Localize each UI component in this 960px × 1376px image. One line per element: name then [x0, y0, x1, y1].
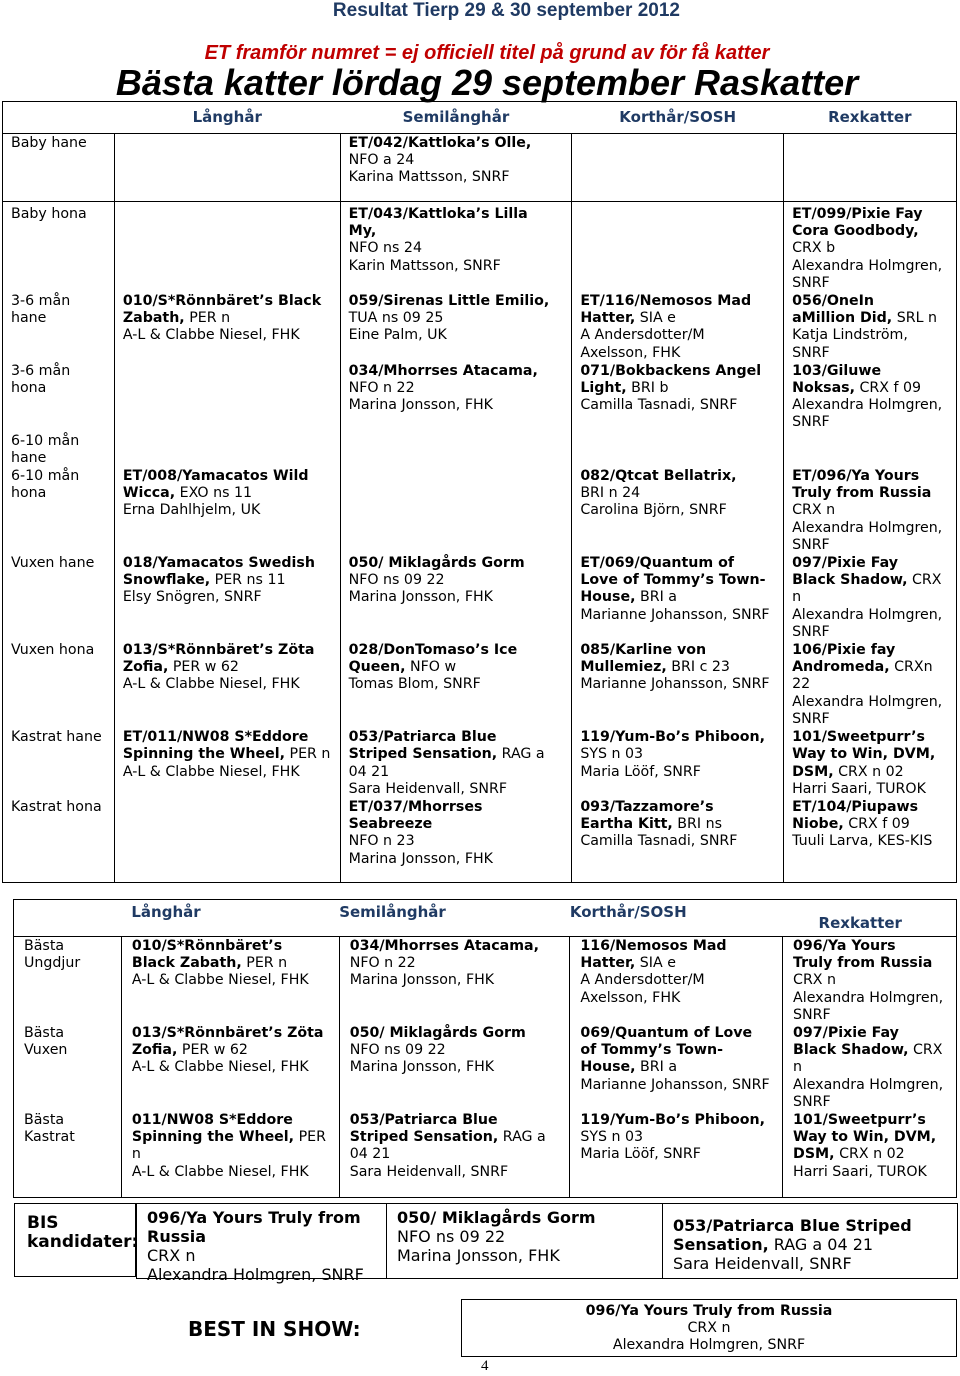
- entry-kort: 071/Bokbackens Angel Light, BRI b Camilla Tasnadi, SNRF: [572, 362, 784, 432]
- bis-candidate-2: 050/ Miklagårds Gorm NFO ns 09 22 Marina Jonsson, FHK: [387, 1204, 663, 1278]
- entry-rex: ET/104/Piupaws Niobe, CRX f 09 Tuuli Larva, KES-KIS: [792, 798, 933, 850]
- row-baby-hona: [3, 202, 957, 293]
- col-header-korthar: Korthår/SOSH: [572, 102, 784, 134]
- entry-lang: 013/S*Rönnbäret’s Zöta Zofia, PER w 62 A-L & Clabbe Niesel, FHK: [121, 1024, 339, 1111]
- entry-lang: ET/008/Yamacatos Wild Wicca, EXO ns 11 Erna Dahlhjelm, UK: [114, 467, 340, 554]
- row-kastrat-hona: [3, 798, 957, 883]
- entry-semi: ET/043/Kattloka’s Lilla My, NFO ns 24 Karin Mattsson, SNRF: [340, 202, 572, 293]
- bis-candidates: [136, 1203, 958, 1284]
- entry-kort: ET/069/Quantum of Love of Tommy’s Town- House, BRI a Marianne Johansson, SNRF: [572, 554, 784, 641]
- document-title: Resultat Tierp 29 & 30 september 2012: [332, 0, 680, 21]
- entry-lang: 011/NW08 S*Eddore Spinning the Wheel, PER n A-L & Clabbe Niesel, FHK: [121, 1111, 339, 1197]
- entry-lang: 010/S*Rönnbäret’s Black Zabath, PER n A-L & Clabbe Niesel, FHK: [114, 292, 340, 362]
- best-col-langhar: Långhår: [121, 900, 339, 937]
- entry-kort: 069/Quantum of Love of Tommy’s Town- House, BRI a Marianne Johansson, SNRF: [570, 1024, 783, 1111]
- entry-semi: 050/ Miklagårds Gorm NFO ns 09 22 Marina Jonsson, FHK: [340, 554, 572, 641]
- best-in-show-winner: 096/Ya Yours Truly from Russia CRX n Alexandra Holmgren, SNRF: [461, 1299, 957, 1357]
- bis-candidate-3: 053/Patriarca Blue Striped Sensation, RAG a 04 21 Sara Heidenvall, SNRF: [673, 1216, 912, 1273]
- best-table: [13, 899, 957, 1198]
- cat-label: Baby hona: [3, 202, 115, 293]
- row-6-10-man-hane: [3, 432, 957, 467]
- row-3-6-man-hane: [3, 292, 957, 362]
- entry-semi: 028/DonTomaso’s Ice Queen, NFO w Tomas Blom, SNRF: [340, 641, 572, 728]
- entry-semi: 059/Sirenas Little Emilio, TUA ns 09 25 Eine Palm, UK: [340, 292, 572, 362]
- entry-semi: ET/042/Kattloka’s Olle, NFO a 24 Karina Mattsson, SNRF: [340, 134, 572, 202]
- entry-rex: 096/Ya Yours Truly from Russia CRX n Alexandra Holmgren, SNRF: [793, 938, 944, 1023]
- cat-label: 6-10 mån hona: [3, 467, 115, 554]
- cat-label: Kastrat hona: [3, 798, 115, 883]
- entry-kort: 093/Tazzamore’s Eartha Kitt, BRI ns Camilla Tasnadi, SNRF: [572, 798, 784, 883]
- entry-semi: ET/037/Mhorrses Seabreeze NFO n 23 Marina Jonsson, FHK: [340, 798, 572, 883]
- entry-semi: 053/Patriarca Blue Striped Sensation, RAG a 04 21 Sara Heidenvall, SNRF: [339, 1111, 570, 1197]
- bis-label: BIS kandidater:: [14, 1203, 136, 1277]
- best-row-kastrat: [14, 1111, 957, 1197]
- entry-lang: 018/Yamacatos Swedish Snowflake, PER ns 11 Elsy Snögren, SNRF: [114, 554, 340, 641]
- main-title: Bästa katter lördag 29 september Raskatter: [115, 62, 859, 103]
- best-row-ungdjur: [14, 937, 957, 1025]
- cat-label: 3-6 mån hane: [3, 292, 115, 362]
- entry-kort: 082/Qtcat Bellatrix, BRI n 24 Carolina Björn, SNRF: [572, 467, 784, 554]
- entry-kort: 085/Karline von Mullemiez, BRI c 23 Marianne Johansson, SNRF: [572, 641, 784, 728]
- entry-kort: 119/Yum-Bo’s Phiboon, SYS n 03 Maria Lööf, SNRF: [570, 1111, 783, 1197]
- cat-label: Bästa Vuxen: [14, 1024, 122, 1111]
- entry-rex: 103/Giluwe Noksas, CRX f 09 Alexandra Holmgren, SNRF: [792, 362, 943, 431]
- col-header-semilanghar: Semilånghår: [340, 102, 572, 134]
- entry-semi: 034/Mhorrses Atacama, NFO n 22 Marina Jonsson, FHK: [340, 362, 572, 432]
- entry-rex: ET/099/Pixie Fay Cora Goodbody, CRX b Alexandra Holmgren, SNRF: [792, 206, 943, 291]
- row-3-6-man-hona: [3, 362, 957, 432]
- entry-rex: ET/096/Ya Yours Truly from Russia CRX n Alexandra Holmgren, SNRF: [792, 468, 943, 553]
- best-in-show-label: BEST IN SHOW:: [188, 1317, 361, 1341]
- entry-lang: 010/S*Rönnbäret’s Black Zabath, PER n A-L & Clabbe Niesel, FHK: [121, 937, 339, 1025]
- entry-kort: ET/116/Nemosos Mad Hatter, SIA e A Andersdotter/M Axelsson, FHK: [572, 292, 784, 362]
- entry-lang: ET/011/NW08 S*Eddore Spinning the Wheel, PER n A-L & Clabbe Niesel, FHK: [114, 728, 340, 798]
- cat-label: Bästa Kastrat: [14, 1111, 122, 1197]
- entry-rex: 106/Pixie fay Andromeda, CRXn 22 Alexandra Holmgren, SNRF: [792, 642, 943, 727]
- entry-kort: 116/Nemosos Mad Hatter, SIA e A Andersdotter/M Axelsson, FHK: [570, 937, 783, 1025]
- page-number: 4: [481, 1358, 489, 1374]
- entry-kort: 119/Yum-Bo’s Phiboon, SYS n 03 Maria Lööf, SNRF: [572, 728, 784, 798]
- entry-rex: 097/Pixie Fay Black Shadow, CRX n Alexandra Holmgren, SNRF: [793, 1025, 944, 1110]
- entry-semi: 050/ Miklagårds Gorm NFO ns 09 22 Marina Jonsson, FHK: [339, 1024, 570, 1111]
- entry-lang: 013/S*Rönnbäret’s Zöta Zofia, PER w 62 A-L & Clabbe Niesel, FHK: [114, 641, 340, 728]
- cat-label: Vuxen hona: [3, 641, 115, 728]
- best-row-vuxen: [14, 1024, 957, 1111]
- cat-label: Kastrat hane: [3, 728, 115, 798]
- bis-candidate-1: 096/Ya Yours Truly from Russia CRX n Alexandra Holmgren, SNRF: [137, 1204, 387, 1278]
- entry-semi: 053/Patriarca Blue Striped Sensation, RAG a 04 21 Sara Heidenvall, SNRF: [340, 728, 572, 798]
- entry-rex: 097/Pixie Fay Black Shadow, CRX n Alexandra Holmgren, SNRF: [792, 555, 943, 640]
- row-vuxen-hane: [3, 554, 957, 641]
- cat-label: 6-10 mån hane: [3, 432, 115, 467]
- subtitle-note: ET framför numret = ej officiell titel på grund av för få katter: [204, 42, 770, 64]
- entry-rex: 101/Sweetpurr’s Way to Win, DVM, DSM, CRX n 02 Harri Saari, TUROK: [793, 1112, 937, 1180]
- col-header-langhar: Långhår: [114, 102, 340, 134]
- cat-label: Bästa Ungdjur: [14, 937, 122, 1025]
- cat-label: Baby hane: [3, 134, 115, 202]
- entry-rex: 056/OneIn aMillion Did, SRL n Katja Lindström, SNRF: [792, 293, 937, 361]
- row-kastrat-hane: [3, 728, 957, 798]
- cat-label: Vuxen hane: [3, 554, 115, 641]
- row-6-10-man-hona: [3, 467, 957, 554]
- row-vuxen-hona: [3, 641, 957, 728]
- best-col-semilanghar: Semilånghår: [339, 900, 570, 937]
- entry-rex: 101/Sweetpurr’s Way to Win, DVM, DSM, CRX n 02 Harri Saari, TUROK: [792, 729, 936, 797]
- row-baby-hane: [3, 134, 957, 202]
- best-col-korthar: Korthår/SOSH: [570, 900, 783, 937]
- results-table: [2, 101, 957, 883]
- entry-semi: 034/Mhorrses Atacama, NFO n 22 Marina Jonsson, FHK: [339, 937, 570, 1025]
- best-col-rexkatter: Rexkatter: [783, 900, 957, 937]
- cat-label: 3-6 mån hona: [3, 362, 115, 432]
- col-header-rexkatter: Rexkatter: [784, 102, 957, 134]
